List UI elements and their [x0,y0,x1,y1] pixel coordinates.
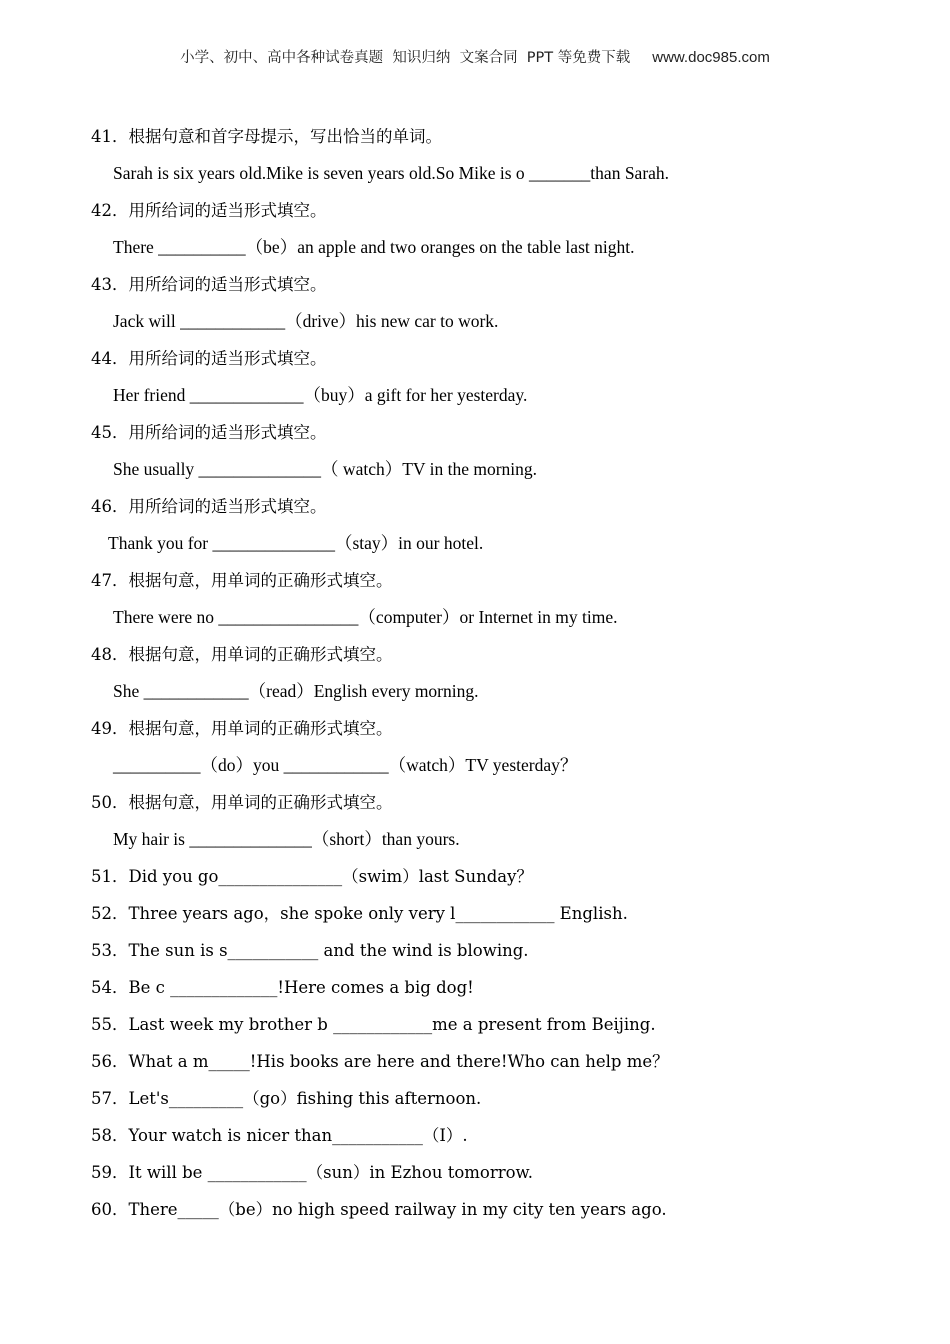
question-50: 50．根据句意，用单词的正确形式填空。 [91,793,393,812]
sentence-41: Sarah is six years old.Mike is seven years old.So Mike is o _______than Sarah. [113,163,670,183]
question-44: 44．用所给词的适当形式填空。 [91,349,327,368]
question-59: 59．It will be ____________（sun）in Ezhou tomorrow. [91,1163,533,1182]
sentence-47: There were no ________________（computer）or Internet in my time. [113,607,618,627]
header-url: www.doc985.com [652,49,770,66]
sentence-48: She ____________（read）English every morning. [113,681,479,701]
sentence-46: Thank you for ______________（stay）in our hotel. [108,533,484,553]
question-49: 49．根据句意，用单词的正确形式填空。 [91,719,393,738]
sentence-43: Jack will ____________（drive）his new car to work. [113,311,499,331]
question-48: 48．根据句意，用单词的正确形式填空。 [91,645,393,664]
header-text: 小学、初中、高中各种试卷真题 知识归纳 文案合同 PPT 等免费下载 [180,50,631,66]
question-54: 54．Be c _____________!Here comes a big dog! [91,978,474,997]
sentence-50: My hair is ______________（short）than yours. [113,829,460,849]
sentence-42: There __________（be）an apple and two oranges on the table last night. [113,237,635,257]
question-58: 58．Your watch is nicer than___________（I）. [91,1126,468,1145]
question-53: 53．The sun is s___________ and the wind is blowing. [91,941,529,960]
question-46: 46．用所给词的适当形式填空。 [91,497,327,516]
question-41: 41．根据句意和首字母提示，写出恰当的单词。 [91,127,442,146]
question-42: 42．用所给词的适当形式填空。 [91,201,327,220]
question-52: 52．Three years ago，she spoke only very l____________ English. [91,904,628,923]
sentence-44: Her friend _____________（buy）a gift for her yesterday. [113,385,528,405]
sentence-49: __________（do）you ____________（watch）TV yesterday？ [113,755,578,775]
question-60: 60．There_____（be）no high speed railway in my city ten years ago. [91,1200,667,1219]
question-55: 55．Last week my brother b ____________me a present from Beijing. [91,1015,656,1034]
question-51: 51．Did you go_______________（swim）last Sunday？ [91,867,533,886]
page-header [0,46,950,67]
question-56: 56．What a m_____!His books are here and there!Who can help me？ [91,1052,669,1071]
exercise-list [91,118,891,1228]
question-47: 47．根据句意，用单词的正确形式填空。 [91,571,393,590]
question-57: 57．Let's_________（go）fishing this afternoon. [91,1089,482,1108]
question-45: 45．用所给词的适当形式填空。 [91,423,327,442]
sentence-45: She usually ______________（ watch）TV in the morning. [113,459,538,479]
question-43: 43．用所给词的适当形式填空。 [91,275,327,294]
